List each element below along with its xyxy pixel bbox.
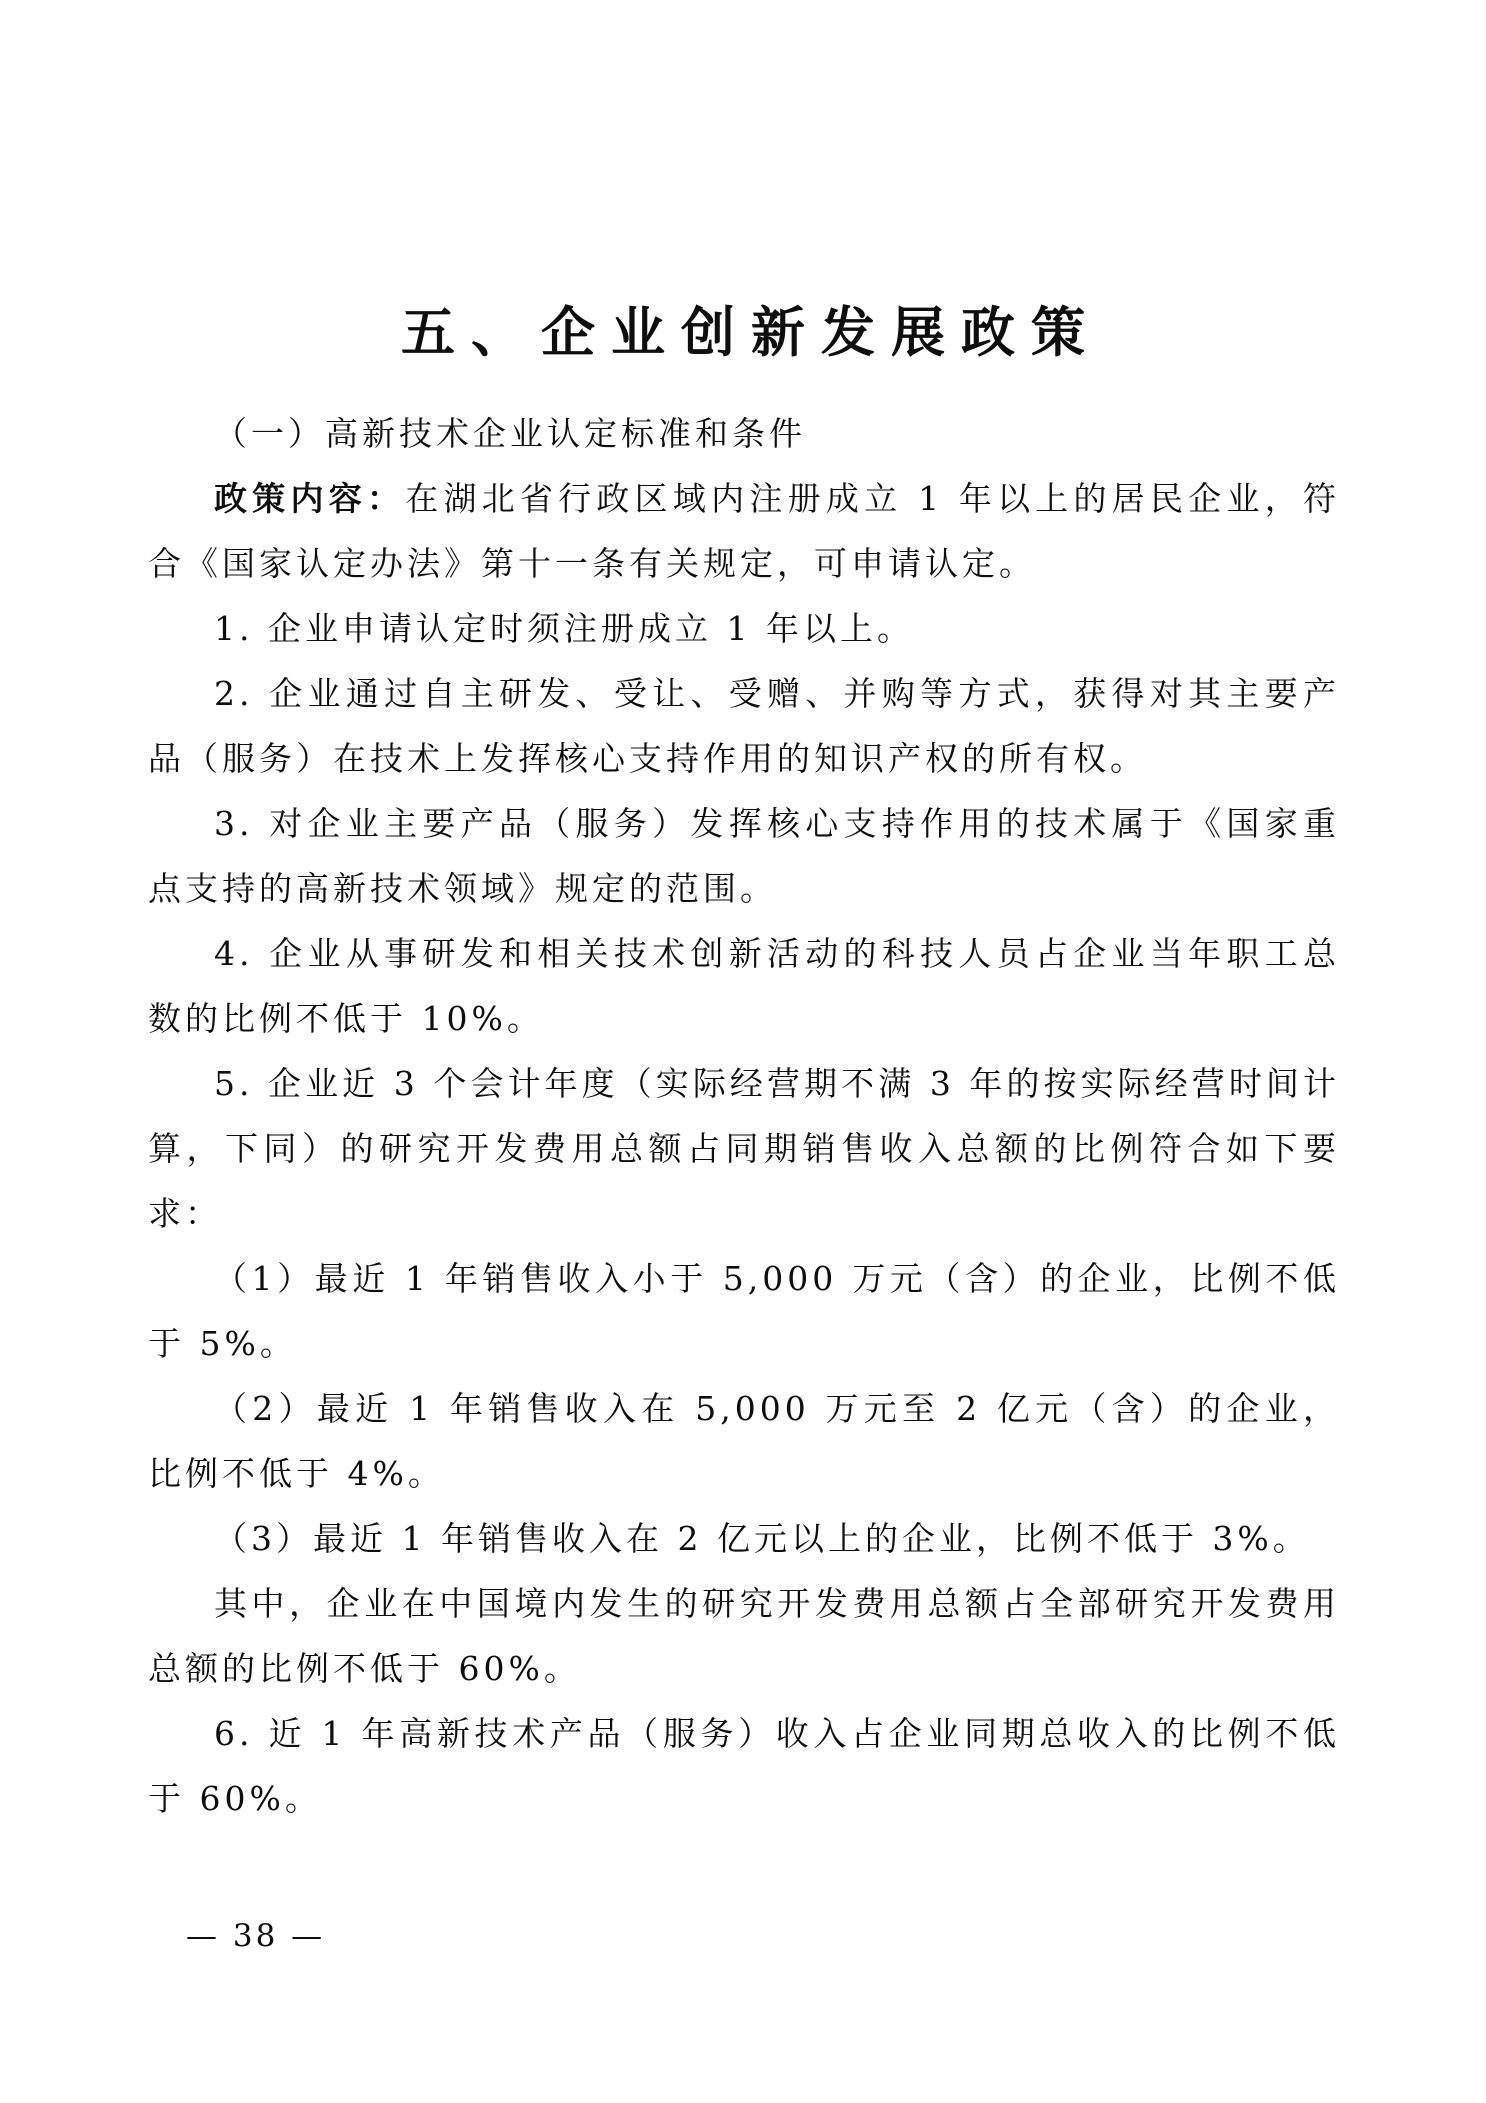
clause-paragraph-1: 1. 企业申请认定时须注册成立 1 年以上。	[214, 609, 914, 648]
clause-paragraph-6: 6. 近 1 年高新技术产品（服务）收入占企业同期总收入的比例不低于 60%。	[148, 1714, 1340, 1818]
clause-paragraph-5-sub-3: （3）最近 1 年销售收入在 2 亿元以上的企业，比例不低于 3%。	[214, 1519, 1310, 1558]
page-number: — 38 —	[186, 1918, 326, 1954]
document-title: 五、企业创新发展政策	[401, 300, 1101, 365]
section-heading: （一）高新技术企业认定标准和条件	[214, 414, 806, 453]
clause-paragraph-5-sub-2: （2）最近 1 年销售收入在 5,000 万元至 2 亿元（含）的企业，比例不低于 4%。	[148, 1389, 1340, 1493]
clause-paragraph-5-note: 其中，企业在中国境内发生的研究开发费用总额占全部研究开发费用总额的比例不低于 60%。	[148, 1584, 1340, 1688]
document-body	[148, 401, 1340, 1831]
clause-paragraph-5-sub-1: （1）最近 1 年销售收入小于 5,000 万元（含）的企业，比例不低于 5%。	[148, 1259, 1340, 1363]
clause-paragraph-4: 4. 企业从事研发和相关技术创新活动的科技人员占企业当年职工总数的比例不低于 10%。	[148, 934, 1340, 1038]
clause-paragraph-5: 5. 企业近 3 个会计年度（实际经营期不满 3 年的按实际经营时间计算，下同）的研究开发费用总额占同期销售收入总额的比例符合如下要求：	[148, 1064, 1340, 1233]
policy-paragraph	[148, 466, 1340, 596]
clause-paragraph-3: 3. 对企业主要产品（服务）发挥核心支持作用的技术属于《国家重点支持的高新技术领域》规定的范围。	[148, 804, 1340, 908]
policy-lead-label: 政策内容：	[214, 479, 406, 518]
policy-body-text: 在湖北省行政区域内注册成立 1 年以上的居民企业，符合《国家认定办法》第十一条有关规定，可申请认定。	[148, 479, 1340, 583]
clause-paragraph-2: 2. 企业通过自主研发、受让、受赠、并购等方式，获得对其主要产品（服务）在技术上发挥核心支持作用的知识产权的所有权。	[148, 674, 1340, 778]
